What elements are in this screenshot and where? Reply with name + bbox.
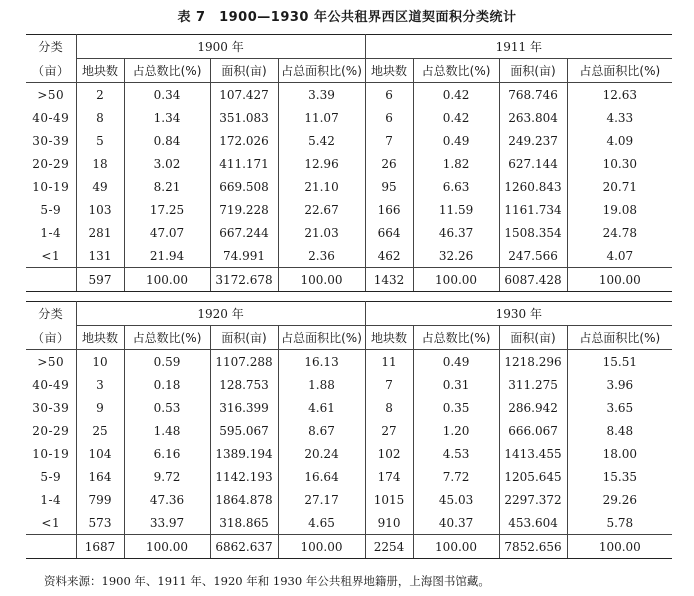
table-cell: 597: [76, 268, 124, 292]
table-cell: 21.03: [278, 221, 365, 244]
table-row: [26, 373, 672, 396]
table-cell: 2: [76, 83, 124, 107]
table-cell: 5: [76, 129, 124, 152]
table-cell: 17.25: [124, 198, 210, 221]
col-header-area-share: 占总面积比(%): [567, 59, 672, 83]
table-cell: 263.804: [499, 106, 567, 129]
table-row: [26, 106, 672, 129]
column-header-row: [26, 59, 672, 83]
category-cell: 20-29: [26, 152, 76, 175]
table-cell: 107.427: [210, 83, 278, 107]
category-cell: <1: [26, 244, 76, 268]
year-header: 1920 年: [76, 302, 365, 326]
table-cell: 1413.455: [499, 442, 567, 465]
table-cell: 8.67: [278, 419, 365, 442]
table-cell: 45.03: [413, 488, 499, 511]
category-cell: 40-49: [26, 106, 76, 129]
table-cell: 21.10: [278, 175, 365, 198]
table-cell: 6862.637: [210, 535, 278, 559]
table-cell: 131: [76, 244, 124, 268]
col-header-plots-share: 占总数比(%): [124, 326, 210, 350]
table-row: [26, 175, 672, 198]
col-header-plots-share: 占总数比(%): [413, 59, 499, 83]
col-header-plots: 地块数: [76, 326, 124, 350]
table-cell: 1.48: [124, 419, 210, 442]
category-cell: <1: [26, 511, 76, 535]
table-row: [26, 350, 672, 374]
table-cell: 1.34: [124, 106, 210, 129]
table-cell: 18: [76, 152, 124, 175]
table-row: [26, 152, 672, 175]
table-cell: 1205.645: [499, 465, 567, 488]
table-cell: 411.171: [210, 152, 278, 175]
table-cell: 47.07: [124, 221, 210, 244]
table-cell: 100.00: [278, 535, 365, 559]
table-cell: 26: [365, 152, 413, 175]
table-cell: 595.067: [210, 419, 278, 442]
table-row: [26, 83, 672, 107]
table-cell: 22.67: [278, 198, 365, 221]
category-cell: 1-4: [26, 488, 76, 511]
table-cell: 0.42: [413, 83, 499, 107]
year-header: 1911 年: [365, 35, 672, 59]
table-cell: 100.00: [124, 535, 210, 559]
table-cell: 15.35: [567, 465, 672, 488]
col-header-plots-share: 占总数比(%): [124, 59, 210, 83]
table-cell: 247.566: [499, 244, 567, 268]
table-cell: 6: [365, 83, 413, 107]
source-note: 资料来源：1900 年、1911 年、1920 年和 1930 年公共租界地籍册，上海图书馆藏。: [44, 574, 490, 588]
category-cell: 20-29: [26, 419, 76, 442]
category-cell: 40-49: [26, 373, 76, 396]
table-cell: 8: [76, 106, 124, 129]
row-header-unit: （亩）: [26, 326, 76, 350]
table-cell: 0.84: [124, 129, 210, 152]
table-cell: 1508.354: [499, 221, 567, 244]
table-cell: 74.991: [210, 244, 278, 268]
table-cell: 281: [76, 221, 124, 244]
table-cell: 3172.678: [210, 268, 278, 292]
year-header: 1900 年: [76, 35, 365, 59]
col-header-area: 面积(亩): [499, 326, 567, 350]
table-cell: 249.237: [499, 129, 567, 152]
table-cell: 3.39: [278, 83, 365, 107]
table-cell: 768.746: [499, 83, 567, 107]
table-cell: 102: [365, 442, 413, 465]
table-cell: 4.07: [567, 244, 672, 268]
table-cell: 100.00: [413, 535, 499, 559]
column-header-row: [26, 326, 672, 350]
col-header-area-share: 占总面积比(%): [278, 59, 365, 83]
table-caption: 表 7 1900—1930 年公共租界西区道契面积分类统计: [177, 10, 517, 25]
table-cell: 6: [365, 106, 413, 129]
table-cell: 6.16: [124, 442, 210, 465]
table-cell: 351.083: [210, 106, 278, 129]
table-cell: 1864.878: [210, 488, 278, 511]
table-cell: 6.63: [413, 175, 499, 198]
table-cell: 20.24: [278, 442, 365, 465]
table-cell: 12.63: [567, 83, 672, 107]
table-cell: 27.17: [278, 488, 365, 511]
table-cell: 12.96: [278, 152, 365, 175]
table-cell: 24.78: [567, 221, 672, 244]
table-cell: 95: [365, 175, 413, 198]
table-cell: 100.00: [413, 268, 499, 292]
table-cell: 2.36: [278, 244, 365, 268]
table-cell: 2297.372: [499, 488, 567, 511]
category-cell: 30-39: [26, 129, 76, 152]
table-cell: 27: [365, 419, 413, 442]
total-label-cell: [26, 535, 76, 559]
table-cell: 664: [365, 221, 413, 244]
category-cell: 30-39: [26, 396, 76, 419]
table-cell: 719.228: [210, 198, 278, 221]
table-cell: 453.604: [499, 511, 567, 535]
table-cell: 18.00: [567, 442, 672, 465]
table-cell: 0.34: [124, 83, 210, 107]
col-header-area-share: 占总面积比(%): [567, 326, 672, 350]
total-label-cell: [26, 268, 76, 292]
table-cell: 7852.656: [499, 535, 567, 559]
row-header-unit: （亩）: [26, 59, 76, 83]
table-cell: 9: [76, 396, 124, 419]
table-cell: 11: [365, 350, 413, 374]
land-deed-table-1900-1911: [26, 34, 672, 292]
table-cell: 311.275: [499, 373, 567, 396]
table-cell: 20.71: [567, 175, 672, 198]
table-cell: 164: [76, 465, 124, 488]
table-cell: 3.02: [124, 152, 210, 175]
col-header-plots: 地块数: [365, 59, 413, 83]
table-cell: 3.96: [567, 373, 672, 396]
table-cell: 33.97: [124, 511, 210, 535]
table-cell: 2254: [365, 535, 413, 559]
table-cell: 166: [365, 198, 413, 221]
table-row: [26, 419, 672, 442]
table-row: [26, 511, 672, 535]
table-cell: 11.59: [413, 198, 499, 221]
table-cell: 10.30: [567, 152, 672, 175]
table-cell: 1161.734: [499, 198, 567, 221]
data-rows: [26, 350, 672, 535]
table-cell: 318.865: [210, 511, 278, 535]
table-cell: 627.144: [499, 152, 567, 175]
category-cell: 5-9: [26, 198, 76, 221]
table-cell: 4.65: [278, 511, 365, 535]
table-cell: 1.20: [413, 419, 499, 442]
total-row: [26, 535, 672, 559]
year-header-row: [26, 35, 672, 59]
table-cell: 100.00: [567, 535, 672, 559]
category-cell: 5-9: [26, 465, 76, 488]
category-cell: 10-19: [26, 175, 76, 198]
table-cell: 0.49: [413, 350, 499, 374]
table-row: [26, 244, 672, 268]
table-cell: 16.13: [278, 350, 365, 374]
row-header-category: 分类: [26, 35, 76, 59]
row-header-category: 分类: [26, 302, 76, 326]
category-cell: 10-19: [26, 442, 76, 465]
table-cell: 0.18: [124, 373, 210, 396]
table-row: [26, 221, 672, 244]
table-cell: 29.26: [567, 488, 672, 511]
table-cell: 19.08: [567, 198, 672, 221]
col-header-plots: 地块数: [76, 59, 124, 83]
col-header-area: 面积(亩): [499, 59, 567, 83]
table-cell: 4.53: [413, 442, 499, 465]
table-cell: 46.37: [413, 221, 499, 244]
col-header-plots-share: 占总数比(%): [413, 326, 499, 350]
table-cell: 9.72: [124, 465, 210, 488]
table-row: [26, 396, 672, 419]
col-header-plots: 地块数: [365, 326, 413, 350]
table-cell: 1260.843: [499, 175, 567, 198]
table-cell: 10: [76, 350, 124, 374]
table-row: [26, 198, 672, 221]
table-cell: 15.51: [567, 350, 672, 374]
table-cell: 666.067: [499, 419, 567, 442]
table-cell: 21.94: [124, 244, 210, 268]
table-cell: 0.31: [413, 373, 499, 396]
table-cell: 910: [365, 511, 413, 535]
table-cell: 8: [365, 396, 413, 419]
table-cell: 7.72: [413, 465, 499, 488]
category-cell: 1-4: [26, 221, 76, 244]
table-cell: 32.26: [413, 244, 499, 268]
table-cell: 104: [76, 442, 124, 465]
land-deed-table-1920-1930: [26, 301, 672, 559]
table-cell: 16.64: [278, 465, 365, 488]
table-cell: 0.35: [413, 396, 499, 419]
table-cell: 7: [365, 129, 413, 152]
year-header-row: [26, 302, 672, 326]
table-cell: 103: [76, 198, 124, 221]
table-cell: 6087.428: [499, 268, 567, 292]
table-cell: 0.49: [413, 129, 499, 152]
table-cell: 462: [365, 244, 413, 268]
table-cell: 0.42: [413, 106, 499, 129]
table-cell: 1.88: [278, 373, 365, 396]
table-cell: 5.42: [278, 129, 365, 152]
table-cell: 1015: [365, 488, 413, 511]
total-row: [26, 268, 672, 292]
table-cell: 7: [365, 373, 413, 396]
table-cell: 8.48: [567, 419, 672, 442]
col-header-area-share: 占总面积比(%): [278, 326, 365, 350]
table-cell: 316.399: [210, 396, 278, 419]
table-row: [26, 442, 672, 465]
category-cell: >50: [26, 83, 76, 107]
table-cell: 669.508: [210, 175, 278, 198]
table-cell: 1687: [76, 535, 124, 559]
table-cell: 1389.194: [210, 442, 278, 465]
table-cell: 0.59: [124, 350, 210, 374]
table-cell: 4.33: [567, 106, 672, 129]
category-cell: >50: [26, 350, 76, 374]
table-cell: 1107.288: [210, 350, 278, 374]
table-cell: 1142.193: [210, 465, 278, 488]
table-cell: 1218.296: [499, 350, 567, 374]
table-cell: 3.65: [567, 396, 672, 419]
table-cell: 11.07: [278, 106, 365, 129]
col-header-area: 面积(亩): [210, 59, 278, 83]
table-cell: 128.753: [210, 373, 278, 396]
table-cell: 799: [76, 488, 124, 511]
table-row: [26, 488, 672, 511]
table-cell: 5.78: [567, 511, 672, 535]
year-header: 1930 年: [365, 302, 672, 326]
table-cell: 1.82: [413, 152, 499, 175]
table-cell: 47.36: [124, 488, 210, 511]
table-row: [26, 465, 672, 488]
table-cell: 8.21: [124, 175, 210, 198]
table-cell: 40.37: [413, 511, 499, 535]
col-header-area: 面积(亩): [210, 326, 278, 350]
table-cell: 286.942: [499, 396, 567, 419]
table-cell: 0.53: [124, 396, 210, 419]
table-cell: 100.00: [567, 268, 672, 292]
table-cell: 4.61: [278, 396, 365, 419]
table-cell: 1432: [365, 268, 413, 292]
table-cell: 573: [76, 511, 124, 535]
table-cell: 100.00: [124, 268, 210, 292]
table-row: [26, 129, 672, 152]
table-cell: 49: [76, 175, 124, 198]
table-cell: 25: [76, 419, 124, 442]
table-cell: 667.244: [210, 221, 278, 244]
data-rows: [26, 83, 672, 268]
table-cell: 174: [365, 465, 413, 488]
table-cell: 3: [76, 373, 124, 396]
table-cell: 4.09: [567, 129, 672, 152]
table-cell: 172.026: [210, 129, 278, 152]
table-cell: 100.00: [278, 268, 365, 292]
